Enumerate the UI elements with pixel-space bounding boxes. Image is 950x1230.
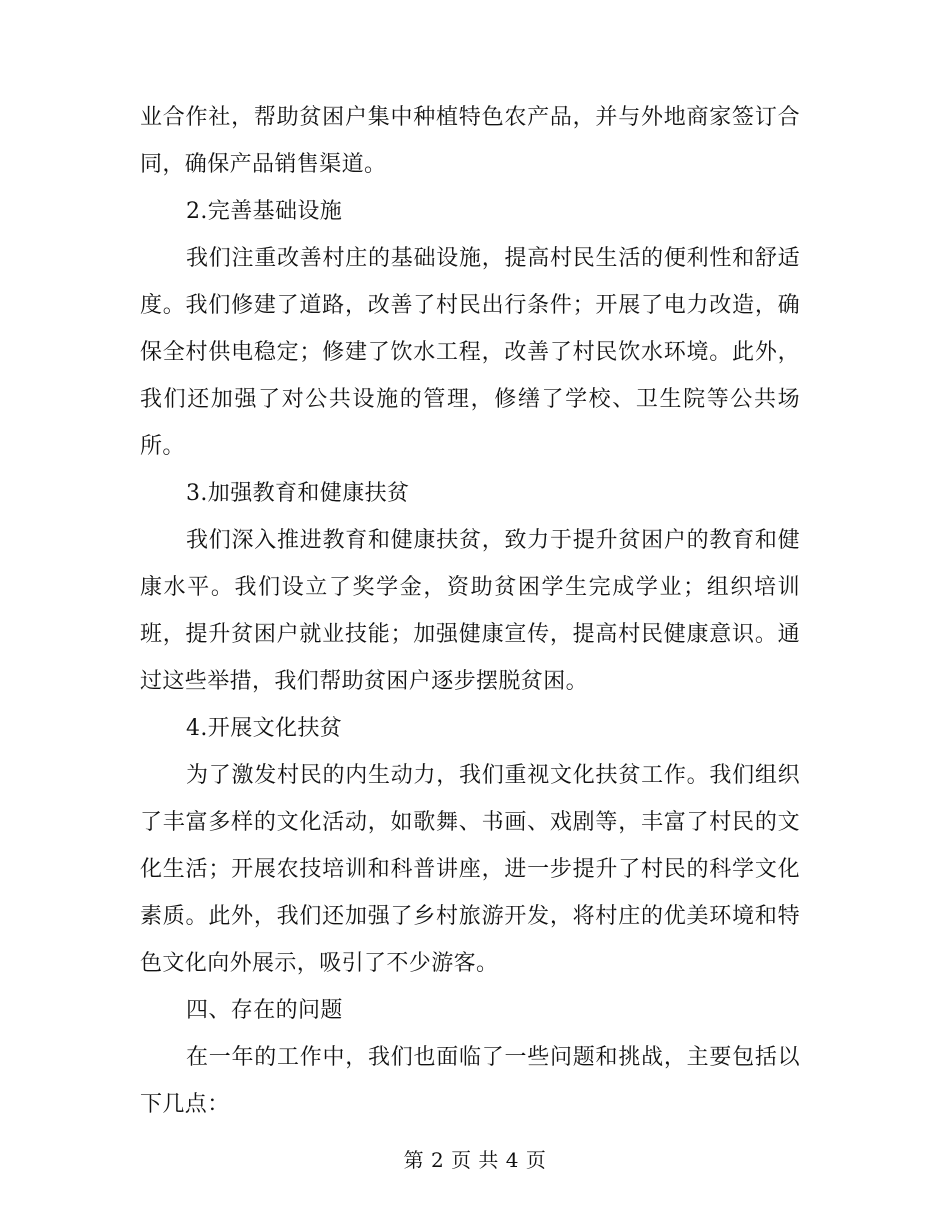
section-heading-culture: 4.开展文化扶贫: [186, 716, 343, 741]
section-heading-problems: 四、存在的问题: [186, 998, 343, 1023]
paragraph-culture: 为了激发村民的内生动力，我们重视文化扶贫工作。我们组织了丰富多样的文化活动，如歌舞、书画、戏剧等，丰富了村民的文化生活；开展农技培训和科普讲座，进一步提升了村民的科学文化素质。此外，我们还加强了乡村旅游开发，将村庄的优美环境和特色文化向外展示，吸引了不少游客。: [140, 763, 800, 976]
section-heading-education-health: 3.加强教育和健康扶贫: [186, 481, 410, 506]
page-number-footer: 第 2 页 共 4 页: [403, 1148, 547, 1172]
paragraph-continuation: 业合作社，帮助贫困户集中种植特色农产品，并与外地商家签订合同，确保产品销售渠道。: [140, 105, 800, 177]
paragraph-education-health: 我们深入推进教育和健康扶贫，致力于提升贫困户的教育和健康水平。我们设立了奖学金，资助贫困学生完成学业；组织培训班，提升贫困户就业技能；加强健康宣传，提高村民健康意识。通过这些举措，我们帮助贫困户逐步摆脱贫困。: [140, 528, 800, 694]
section-heading-infrastructure: 2.完善基础设施: [186, 199, 343, 224]
paragraph-infrastructure: 我们注重改善村庄的基础设施，提高村民生活的便利性和舒适度。我们修建了道路，改善了村民出行条件；开展了电力改造，确保全村供电稳定；修建了饮水工程，改善了村民饮水环境。此外，我们还加强了对公共设施的管理，修缮了学校、卫生院等公共场所。: [140, 246, 800, 459]
paragraph-problems: 在一年的工作中，我们也面临了一些问题和挑战，主要包括以下几点：: [140, 1045, 800, 1117]
body-text: [140, 94, 800, 1128]
